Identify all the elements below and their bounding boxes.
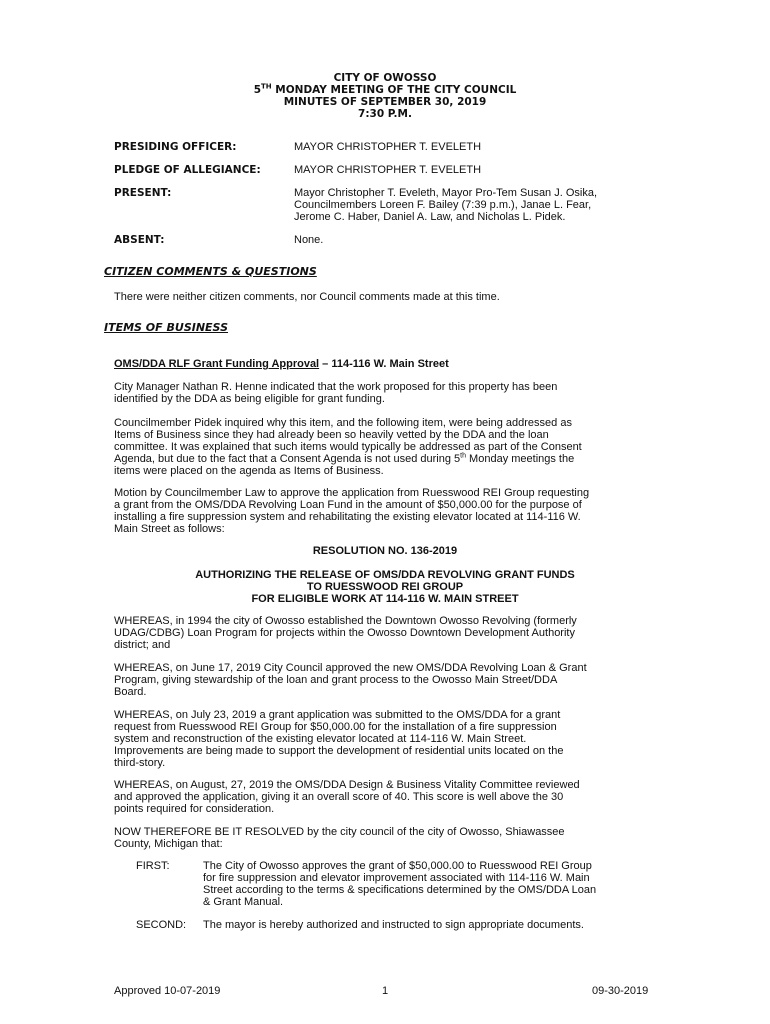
- resolved-second: [136, 919, 656, 931]
- absent-row: [114, 234, 674, 246]
- now-therefore: [114, 826, 659, 850]
- resolved-first-text: [203, 860, 656, 908]
- text-line: system and reconstruction of the existing elevator located at 114-116 W. Main Street.: [114, 733, 527, 745]
- presiding-officer-label: PRESIDING OFFICER:: [114, 141, 237, 153]
- whereas-3: [114, 709, 659, 769]
- text-line: for fire suppression and elevator improvement associated with 114-116 W. Main: [203, 872, 590, 884]
- present-row: [114, 187, 674, 223]
- text-fragment: Agenda, but due to the fact that a Consent Agenda is not used during 5: [114, 453, 461, 465]
- ordinal-suffix: th: [460, 452, 466, 460]
- footer-page-number: 1: [382, 985, 389, 997]
- footer-approved: Approved 10-07-2019: [114, 985, 221, 997]
- whereas-1: [114, 615, 659, 651]
- item-title: [114, 358, 659, 370]
- pledge-row: [114, 164, 674, 176]
- absent-value: None.: [294, 234, 324, 246]
- text-line: City Manager Nathan R. Henne indicated that the work proposed for this property has been: [114, 381, 558, 393]
- city-title: CITY OF OWOSSO: [333, 72, 437, 84]
- pledge-label: PLEDGE OF ALLEGIANCE:: [114, 164, 261, 176]
- text-line: points required for consideration.: [114, 803, 275, 815]
- present-line: Councilmembers Loreen F. Bailey (7:39 p.m.), Janae L. Fear,: [294, 199, 592, 211]
- text-line: Improvements are being made to support the development of residential units located on the: [114, 745, 564, 757]
- resolved-first: [136, 860, 656, 908]
- presiding-officer-row: [114, 141, 674, 153]
- resolved-second-label: SECOND:: [136, 919, 187, 931]
- text-line: WHEREAS, in 1994 the city of Owosso established the Downtown Owosso Revolving (formerly: [114, 615, 577, 627]
- items-of-business-heading: ITEMS OF BUSINESS: [104, 321, 229, 334]
- text-line: WHEREAS, on July 23, 2019 a grant application was submitted to the OMS/DDA for a grant: [114, 709, 561, 721]
- minutes-header: [0, 72, 770, 120]
- motion-paragraph: [114, 487, 659, 535]
- item-title-location: – 114-116 W. Main Street: [319, 358, 449, 370]
- text-line: WHEREAS, on August, 27, 2019 the OMS/DDA Design & Business Vitality Committee reviewed: [114, 779, 580, 791]
- item-paragraph-2: [114, 417, 659, 477]
- present-line: Jerome C. Haber, Daniel A. Law, and Nicholas L. Pidek.: [294, 211, 566, 223]
- resolution-title-line: FOR ELIGIBLE WORK AT 114-116 W. MAIN STREET: [251, 593, 519, 605]
- text-line: [114, 453, 659, 465]
- text-line: County, Michigan that:: [114, 838, 223, 850]
- text-line: third-story.: [114, 757, 166, 769]
- item-paragraph-1: [114, 381, 659, 405]
- resolution-title-line: TO RUESSWOOD REI GROUP: [306, 581, 464, 593]
- text-line: Main Street as follows:: [114, 523, 225, 535]
- text-line: UDAG/CDBG) Loan Program for projects within the Owosso Downtown Development Authority: [114, 627, 575, 639]
- whereas-4: [114, 779, 659, 815]
- presiding-officer-value: MAYOR CHRISTOPHER T. EVELETH: [294, 141, 482, 153]
- text-line: a grant from the OMS/DDA Revolving Loan Fund in the amount of $50,000.00 for the purpose of: [114, 499, 582, 511]
- text-fragment: Monday meetings the: [466, 453, 575, 465]
- resolution-title-line: AUTHORIZING THE RELEASE OF OMS/DDA REVOLVING GRANT FUNDS: [195, 569, 575, 581]
- text-line: district; and: [114, 639, 171, 651]
- pledge-value: MAYOR CHRISTOPHER T. EVELETH: [294, 164, 482, 176]
- meeting-ordinal: 5: [253, 84, 261, 96]
- resolved-first-label: FIRST:: [136, 860, 170, 872]
- text-line: Program, giving stewardship of the loan and grant process to the Owosso Main Street/DDA: [114, 674, 558, 686]
- meeting-name: MONDAY MEETING OF THE CITY COUNCIL: [271, 84, 517, 96]
- meeting-title: [0, 84, 770, 96]
- text-line: WHEREAS, on June 17, 2019 City Council approved the new OMS/DDA Revolving Loan & Grant: [114, 662, 587, 674]
- text-line: identified by the DDA as being eligible for grant funding.: [114, 393, 385, 405]
- meeting-time: 7:30 P.M.: [358, 108, 412, 120]
- present-label: PRESENT:: [114, 187, 172, 199]
- absent-label: ABSENT:: [114, 234, 165, 246]
- present-value: [294, 187, 674, 223]
- text-line: installing a fire suppression system and rehabilitating the existing elevator located at 114-116 W.: [114, 511, 581, 523]
- text-line: committee. It was explained that such items would typically be addressed as part of the Consent: [114, 441, 582, 453]
- text-line: and approved the application, giving it an overall score of 40. This score is well above the 30: [114, 791, 564, 803]
- resolution-title: [0, 569, 770, 605]
- text-line: The City of Owosso approves the grant of $50,000.00 to Ruesswood REI Group: [203, 860, 592, 872]
- text-line: Motion by Councilmember Law to approve the application from Ruesswood REI Group requesting: [114, 487, 590, 499]
- present-line: Mayor Christopher T. Eveleth, Mayor Pro-Tem Susan J. Osika,: [294, 187, 598, 199]
- meeting-ordinal-suffix: TH: [261, 82, 272, 91]
- text-line: NOW THEREFORE BE IT RESOLVED by the city council of the city of Owosso, Shiawassee: [114, 826, 565, 838]
- item-title-underlined: OMS/DDA RLF Grant Funding Approval: [114, 358, 320, 370]
- text-line: & Grant Manual.: [203, 896, 284, 908]
- text-line: Councilmember Pidek inquired why this item, and the following item, were being addressed as: [114, 417, 572, 429]
- text-line: items were placed on the agenda as Items of Business.: [114, 465, 384, 477]
- whereas-2: [114, 662, 659, 698]
- text-line: request from Ruesswood REI Group for $50,000.00 for the installation of a fire suppression: [114, 721, 557, 733]
- resolved-second-text: The mayor is hereby authorized and instructed to sign appropriate documents.: [203, 919, 584, 931]
- citizen-comments-text: There were neither citizen comments, nor Council comments made at this time.: [114, 291, 500, 303]
- citizen-comments-heading: CITIZEN COMMENTS & QUESTIONS: [104, 265, 317, 278]
- resolution-number: RESOLUTION NO. 136-2019: [312, 545, 458, 557]
- text-line: Street according to the terms & specifications determined by the OMS/DDA Loan: [203, 884, 597, 896]
- footer-date: 09-30-2019: [592, 985, 649, 997]
- text-line: Board.: [114, 686, 147, 698]
- minutes-date: MINUTES OF SEPTEMBER 30, 2019: [283, 96, 487, 108]
- text-line: Items of Business since they had already been so heavily vetted by the DDA and the loan: [114, 429, 549, 441]
